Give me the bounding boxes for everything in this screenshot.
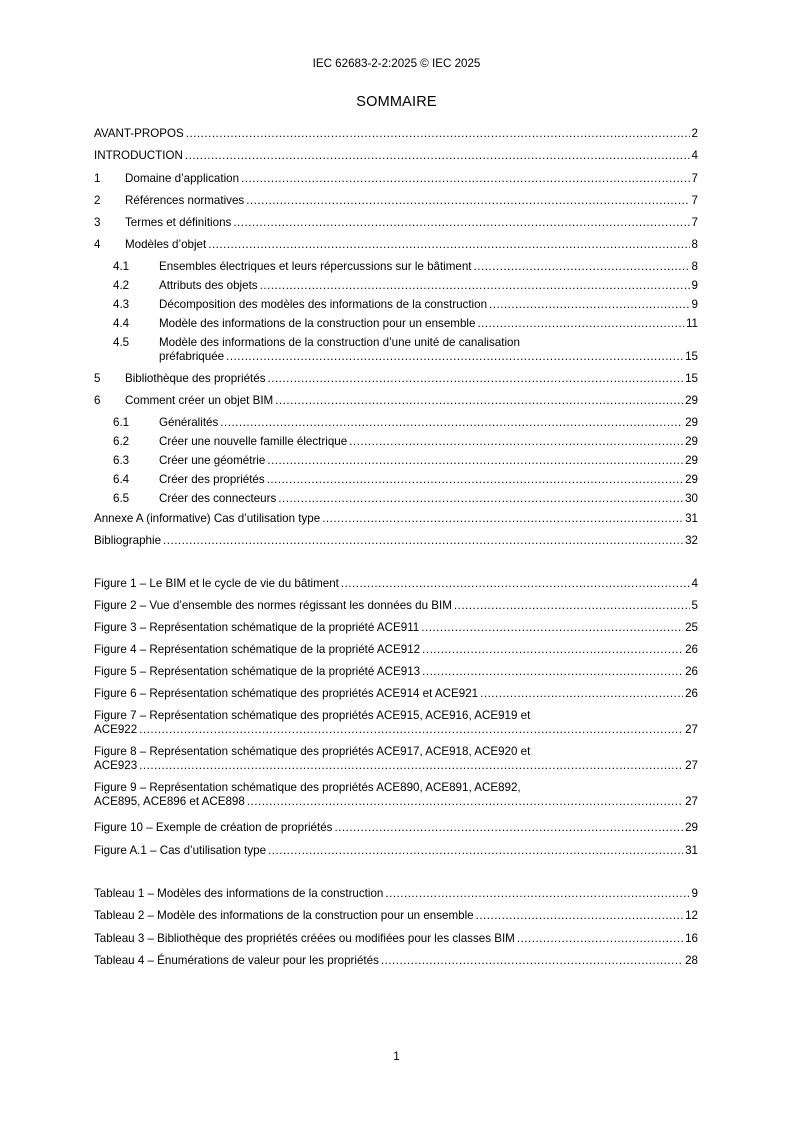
figure-entry[interactable] — [94, 665, 698, 679]
toc-entry-number: 6.1 — [113, 416, 130, 429]
figure-entry[interactable] — [94, 844, 698, 858]
table-entry-text: Tableau 1 – Modèles des informations de la construction — [94, 887, 384, 900]
figure-entry-page: 29 — [685, 821, 698, 834]
figure-entry-page: 26 — [685, 687, 698, 700]
toc-entry-text: Généralités — [159, 416, 219, 429]
toc-entry-text: Modèles d’objet — [125, 238, 207, 251]
toc-entry-text: Décomposition des modèles des informations de la construction — [159, 298, 488, 311]
page-number: 1 — [393, 1050, 400, 1063]
figure-entry-text: ACE923 — [94, 759, 138, 772]
figure-entry[interactable] — [94, 599, 698, 613]
figure-entry[interactable] — [94, 781, 698, 809]
toc-entry-page: 15 — [685, 372, 698, 385]
toc-entry-page: 7 — [691, 172, 698, 185]
toc-entry[interactable] — [94, 336, 698, 364]
toc-entry-text: Ensembles électriques et leurs répercussions sur le bâtiment — [159, 260, 472, 273]
figure-entry-text: Figure 1 – Le BIM et le cycle de vie du bâtiment — [94, 577, 339, 590]
toc-entry-page: 7 — [691, 194, 698, 207]
toc-entry-text: préfabriquée — [159, 350, 225, 363]
toc-entry[interactable] — [94, 473, 698, 487]
toc-entry-text: Créer une nouvelle famille électrique — [159, 435, 348, 448]
table-entry-text: Tableau 4 – Énumérations de valeur pour les propriétés — [94, 954, 379, 967]
table-entry-page: 9 — [691, 887, 698, 900]
figure-entry-page: 26 — [685, 643, 698, 656]
toc-entry[interactable] — [94, 317, 698, 331]
toc-entry[interactable] — [94, 298, 698, 312]
toc-entry[interactable] — [94, 512, 698, 526]
toc-entry-number: 6 — [94, 394, 101, 407]
figure-entry-text: Figure 10 – Exemple de création de propriétés — [94, 821, 333, 834]
toc-entry-page: 7 — [691, 216, 698, 229]
toc-entry-text: INTRODUCTION — [94, 149, 183, 162]
toc-entry-number: 4 — [94, 238, 101, 251]
toc-entry-text: Créer des connecteurs — [159, 492, 277, 505]
figure-entry[interactable] — [94, 821, 698, 835]
toc-entry-number: 2 — [94, 194, 101, 207]
toc-entry[interactable] — [94, 194, 698, 208]
toc-entry[interactable] — [94, 279, 698, 293]
figure-entry-text: Figure 6 – Représentation schématique des propriétés ACE914 et ACE921 — [94, 687, 479, 700]
toc-entry[interactable] — [94, 372, 698, 386]
toc-entry-page: 8 — [691, 260, 698, 273]
toc-entry-text: Comment créer un objet BIM — [125, 394, 274, 407]
toc-entry[interactable] — [94, 394, 698, 408]
toc-entry-page: 2 — [691, 127, 698, 140]
figure-entry[interactable] — [94, 577, 698, 591]
figure-entry-text: Figure 2 – Vue d’ensemble des normes régissant les données du BIM — [94, 599, 452, 612]
figure-entry-text: Figure 3 – Représentation schématique de la propriété ACE911 — [94, 621, 420, 634]
figure-entry[interactable] — [94, 621, 698, 635]
table-entry-text: Tableau 3 – Bibliothèque des propriétés créées ou modifiées pour les classes BIM — [94, 932, 515, 945]
toc-entry-number: 6.2 — [113, 435, 130, 448]
figure-entry[interactable] — [94, 643, 698, 657]
toc-entry-page: 4 — [691, 149, 698, 162]
toc-entry[interactable] — [94, 260, 698, 274]
toc-entry-number: 4.2 — [113, 279, 130, 292]
toc-entry-page: 29 — [685, 394, 698, 407]
page-title: SOMMAIRE — [356, 94, 437, 110]
figure-entry-text: Figure 4 – Représentation schématique de la propriété ACE912 — [94, 643, 421, 656]
figure-entry-text: Figure A.1 – Cas d’utilisation type — [94, 844, 267, 857]
toc-entry-page: 29 — [685, 473, 698, 486]
table-entry[interactable] — [94, 909, 698, 923]
table-entry[interactable] — [94, 932, 698, 946]
toc-entry-page: 29 — [685, 454, 698, 467]
toc-entry-text-line1: Modèle des informations de la construction d’une unité de canalisation — [159, 336, 520, 349]
toc-entry-number: 4.5 — [113, 336, 130, 349]
figure-entry-page: 27 — [685, 795, 698, 808]
toc-entry-text: Termes et définitions — [125, 216, 232, 229]
toc-entry[interactable] — [94, 149, 698, 163]
toc-entry[interactable] — [94, 216, 698, 230]
toc-entry-number: 6.5 — [113, 492, 130, 505]
document-header: IEC 62683-2-2:2025 © IEC 2025 — [312, 57, 481, 70]
figure-entry[interactable] — [94, 709, 698, 737]
toc-entry-number: 1 — [94, 172, 101, 185]
figure-entry-page: 27 — [685, 723, 698, 736]
figure-entry-text: Figure 5 – Représentation schématique de la propriété ACE913 — [94, 665, 421, 678]
toc-entry-page: 30 — [685, 492, 698, 505]
figure-entry-page: 4 — [691, 577, 698, 590]
table-entry-text: Tableau 2 – Modèle des informations de la construction pour un ensemble — [94, 909, 474, 922]
toc-entry-page: 29 — [685, 416, 698, 429]
toc-entry-number: 4.3 — [113, 298, 130, 311]
toc-entry-page: 9 — [691, 298, 698, 311]
figure-entry-text: ACE922 — [94, 723, 138, 736]
toc-entry-number: 3 — [94, 216, 101, 229]
toc-entry-text: AVANT-PROPOS — [94, 127, 184, 140]
toc-entry[interactable] — [94, 172, 698, 186]
table-entry-page: 16 — [685, 932, 698, 945]
toc-entry[interactable] — [94, 454, 698, 468]
table-entry[interactable] — [94, 954, 698, 968]
toc-entry-text: Créer une géométrie — [159, 454, 266, 467]
table-entry-page: 28 — [685, 954, 698, 967]
figure-entry-text-line1: Figure 9 – Représentation schématique des propriétés ACE890, ACE891, ACE892, — [94, 781, 521, 794]
figure-entry-page: 31 — [685, 844, 698, 857]
toc-entry-number: 6.3 — [113, 454, 130, 467]
figure-entry-page: 25 — [685, 621, 698, 634]
toc-entry-text: Bibliothèque des propriétés — [125, 372, 266, 385]
toc-entry[interactable] — [94, 416, 698, 430]
toc-entry-text: Domaine d’application — [125, 172, 240, 185]
toc-entry-text: Attributs des objets — [159, 279, 258, 292]
table-entry-page: 12 — [685, 909, 698, 922]
figure-entry-page: 5 — [691, 599, 698, 612]
toc-entry-number: 5 — [94, 372, 101, 385]
toc-entry-page: 29 — [685, 435, 698, 448]
toc-entry-text: Références normatives — [125, 194, 245, 207]
figure-entry-text-line1: Figure 7 – Représentation schématique des propriétés ACE915, ACE916, ACE919 et — [94, 709, 531, 722]
figure-entry-page: 27 — [685, 759, 698, 772]
toc-entry[interactable] — [94, 435, 698, 449]
toc-entry[interactable] — [94, 534, 698, 548]
figure-entry-page: 26 — [685, 665, 698, 678]
figure-entry-text: ACE895, ACE896 et ACE898 — [94, 795, 245, 808]
toc-entry-text: Modèle des informations de la construction pour un ensemble — [159, 317, 476, 330]
toc-entry-page: 8 — [691, 238, 698, 251]
figure-entry-text-line1: Figure 8 – Représentation schématique des propriétés ACE917, ACE918, ACE920 et — [94, 745, 531, 758]
toc-entry-page: 15 — [685, 350, 698, 363]
toc-entry-text: Bibliographie — [94, 534, 162, 547]
toc-entry-number: 4.4 — [113, 317, 130, 330]
toc-entry-page: 32 — [685, 534, 698, 547]
toc-entry[interactable] — [94, 492, 698, 506]
toc-entry-page: 31 — [685, 512, 698, 525]
toc-entry-text: Créer des propriétés — [159, 473, 265, 486]
toc-entry[interactable] — [94, 238, 698, 252]
toc-entry-number: 4.1 — [113, 260, 130, 273]
figure-entry[interactable] — [94, 745, 698, 773]
table-entry[interactable] — [94, 887, 698, 901]
figure-entry[interactable] — [94, 687, 698, 701]
toc-entry[interactable] — [94, 127, 698, 141]
toc-entry-page: 11 — [685, 317, 698, 330]
toc-entry-text: Annexe A (informative) Cas d’utilisation type — [94, 512, 321, 525]
toc-entry-page: 9 — [691, 279, 698, 292]
toc-entry-number: 6.4 — [113, 473, 130, 486]
